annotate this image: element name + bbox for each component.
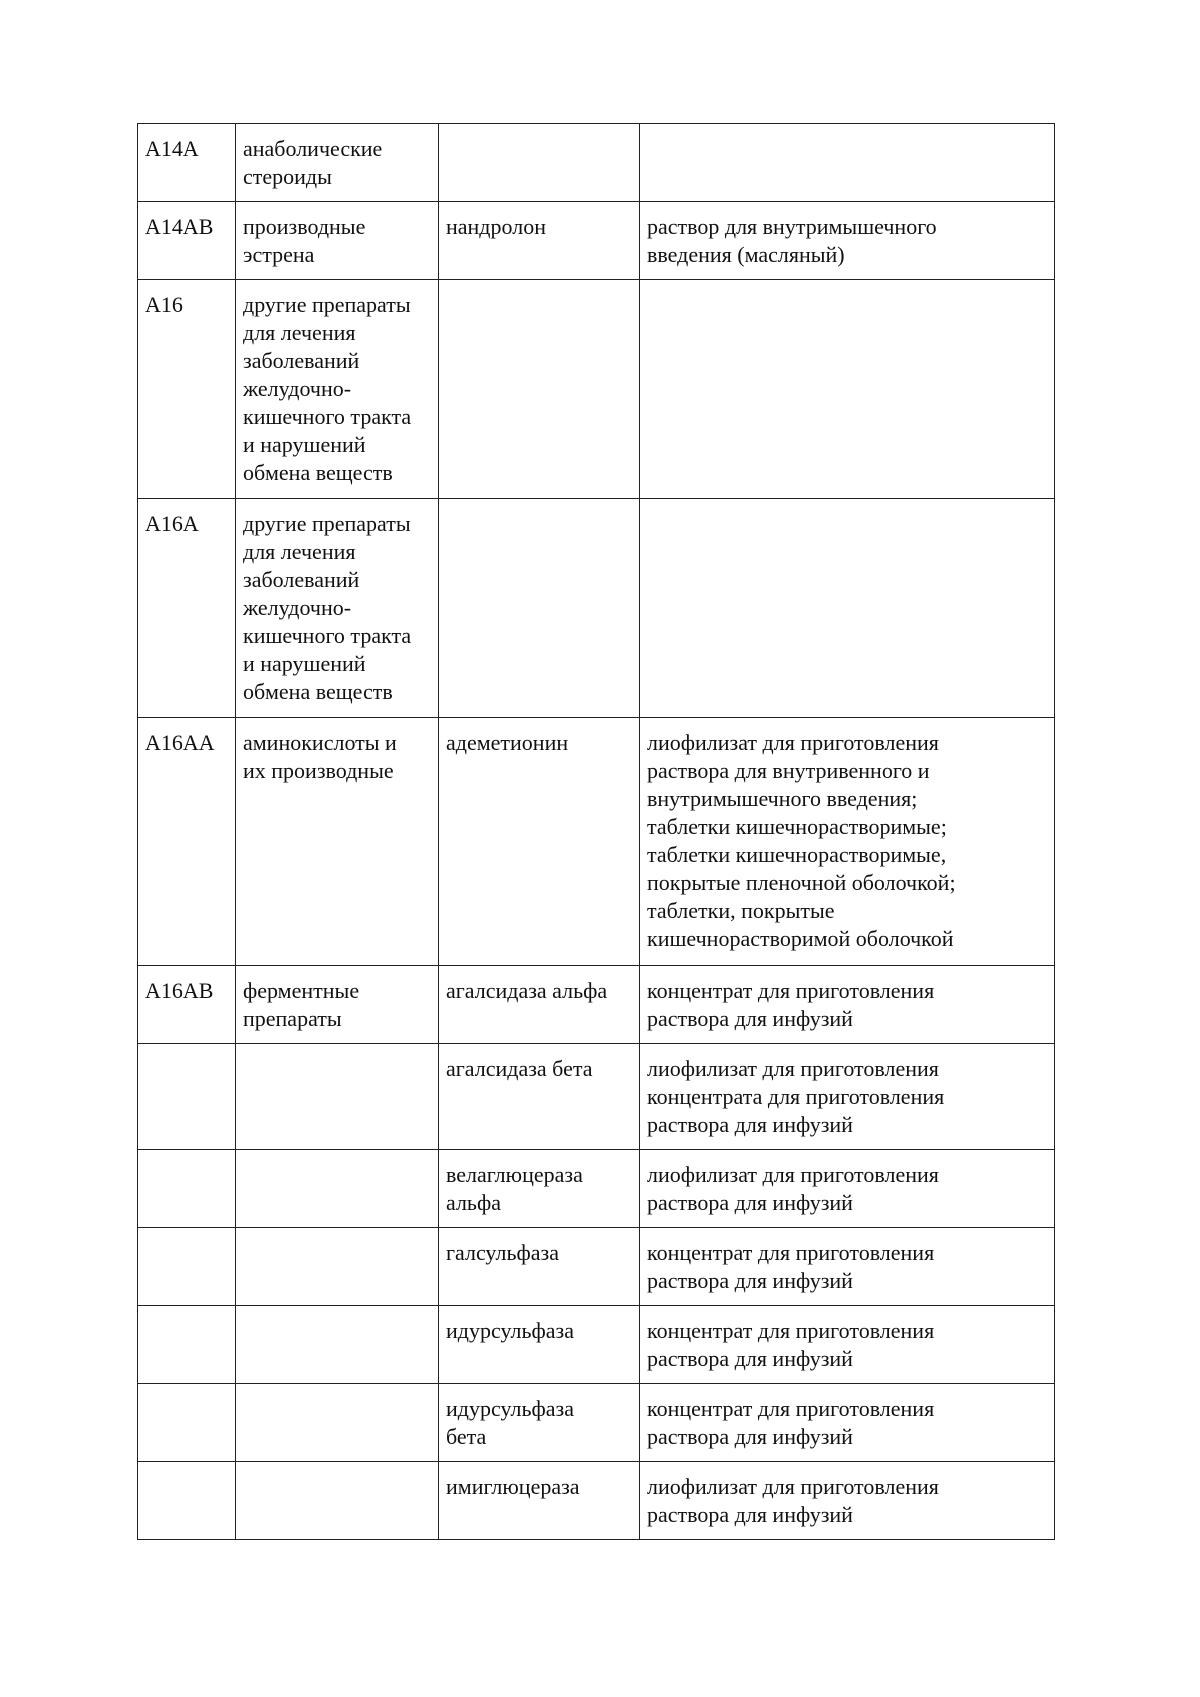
group-name: другие препараты для лечения заболеваний желудочно- кишечного тракта и нарушений обмена веществ [243, 292, 412, 485]
dosage-form-cell [640, 280, 1055, 499]
atc-code-cell [138, 124, 236, 202]
drug-cell [439, 280, 640, 499]
drug-name: идурсульфаза [446, 1318, 574, 1343]
drug-cell [439, 1044, 640, 1150]
dosage-form: раствор для внутримышечного введения (масляный) [647, 214, 937, 267]
dosage-form-cell [640, 499, 1055, 718]
group-cell [236, 202, 439, 280]
table-row [138, 499, 1055, 718]
dosage-form-cell [640, 1306, 1055, 1384]
table-row [138, 1306, 1055, 1384]
atc-code: A16A [145, 511, 199, 536]
dosage-form-cell [640, 1462, 1055, 1540]
atc-code: A14AB [145, 214, 214, 239]
group-cell [236, 1044, 439, 1150]
drug-cell [439, 1150, 640, 1228]
drug-name: нандролон [446, 214, 546, 239]
drug-cell [439, 499, 640, 718]
atc-code: A16AB [145, 978, 214, 1003]
drug-name: велаглюцераза альфа [446, 1162, 583, 1215]
drug-name: галсульфаза [446, 1240, 559, 1265]
group-cell [236, 1462, 439, 1540]
group-cell [236, 1384, 439, 1462]
atc-code-cell [138, 1306, 236, 1384]
drug-cell [439, 718, 640, 966]
drug-name: агалсидаза бета [446, 1056, 593, 1081]
atc-code-cell [138, 1044, 236, 1150]
dosage-form: лиофилизат для приготовления концентрата для приготовления раствора для инфузий [647, 1056, 945, 1137]
drug-cell [439, 124, 640, 202]
dosage-form: концентрат для приготовления раствора для инфузий [647, 1396, 935, 1449]
drug-cell [439, 1228, 640, 1306]
drug-cell [439, 1462, 640, 1540]
drug-name: идурсульфаза бета [446, 1396, 574, 1449]
drug-cell [439, 202, 640, 280]
group-cell [236, 966, 439, 1044]
dosage-form-cell [640, 718, 1055, 966]
atc-code: A16 [145, 292, 183, 317]
drug-cell [439, 966, 640, 1044]
table-row [138, 1150, 1055, 1228]
dosage-form-cell [640, 202, 1055, 280]
dosage-form-cell [640, 1384, 1055, 1462]
drug-cell [439, 1384, 640, 1462]
dosage-form: лиофилизат для приготовления раствора для инфузий [647, 1162, 939, 1215]
dosage-form-cell [640, 1150, 1055, 1228]
drug-name: имиглюцераза [446, 1474, 580, 1499]
dosage-form-cell [640, 1228, 1055, 1306]
drug-cell [439, 1306, 640, 1384]
table-row [138, 1462, 1055, 1540]
table-row [138, 966, 1055, 1044]
atc-code-cell [138, 1150, 236, 1228]
group-name: ферментные препараты [243, 978, 360, 1031]
dosage-form: концентрат для приготовления раствора для инфузий [647, 978, 935, 1031]
atc-code-cell [138, 1228, 236, 1306]
group-cell [236, 718, 439, 966]
group-cell [236, 1306, 439, 1384]
atc-code: A14A [145, 136, 199, 161]
group-cell [236, 1150, 439, 1228]
drug-table [137, 123, 1055, 1540]
drug-name: агалсидаза альфа [446, 978, 608, 1003]
table-row [138, 202, 1055, 280]
atc-code: A16AA [145, 730, 215, 755]
table-row [138, 718, 1055, 966]
atc-code-cell [138, 718, 236, 966]
atc-code-cell [138, 280, 236, 499]
drug-name: адеметионин [446, 730, 569, 755]
table-row [138, 1228, 1055, 1306]
dosage-form-cell [640, 966, 1055, 1044]
group-name: другие препараты для лечения заболеваний желудочно- кишечного тракта и нарушений обмена веществ [243, 511, 412, 704]
atc-code-cell [138, 1462, 236, 1540]
atc-code-cell [138, 202, 236, 280]
table-row [138, 124, 1055, 202]
dosage-form: концентрат для приготовления раствора для инфузий [647, 1240, 935, 1293]
atc-code-cell [138, 1384, 236, 1462]
atc-code-cell [138, 499, 236, 718]
dosage-form-cell [640, 124, 1055, 202]
table-row [138, 280, 1055, 499]
group-cell [236, 280, 439, 499]
dosage-form: концентрат для приготовления раствора для инфузий [647, 1318, 935, 1371]
dosage-form-cell [640, 1044, 1055, 1150]
dosage-form: лиофилизат для приготовления раствора для внутривенного и внутримышечного введения; таблетки кишечнорастворимые; таблетки кишечнорастворимые, покрытые пленочной оболочкой; таблетки, покрытые кишечнорастворимой оболочкой [647, 730, 956, 951]
atc-code-cell [138, 966, 236, 1044]
group-cell [236, 499, 439, 718]
group-cell [236, 124, 439, 202]
group-name: производные эстрена [243, 214, 366, 267]
table-row [138, 1384, 1055, 1462]
group-name: анаболические стероиды [243, 136, 383, 189]
table-row [138, 1044, 1055, 1150]
group-name: аминокислоты и их производные [243, 730, 397, 783]
group-cell [236, 1228, 439, 1306]
dosage-form: лиофилизат для приготовления раствора для инфузий [647, 1474, 939, 1527]
